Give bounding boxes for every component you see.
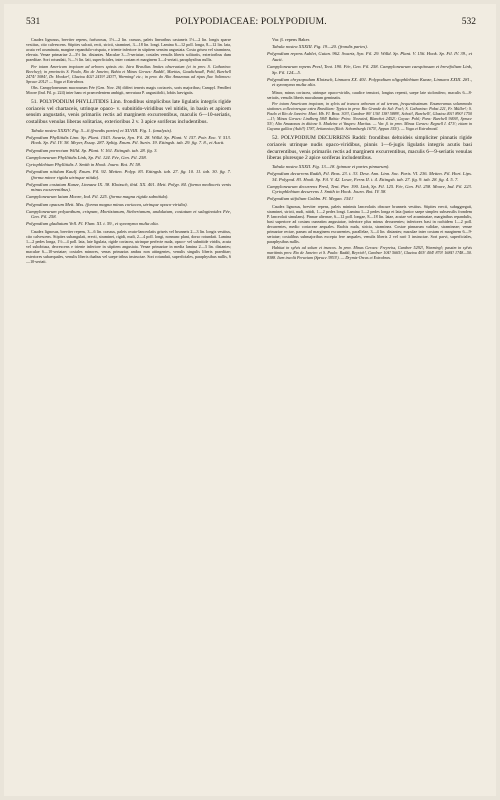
page-number-right: 532	[461, 17, 476, 27]
page-number-left: 531	[26, 17, 41, 27]
synonym-entry: Campyloneurum polyanthum, crispum, Moritzianum, Sieberianum, undulatum, costatum et salaginoides Fée, Gen. Fil. 258.	[26, 208, 231, 220]
synonym-entry: Polypodium chrysopodum Klotzsch, Linnaea XX. 401. Polypodium oligophlebium Kunze, Linnaea XXIII. 281., et synonyma multa alia.	[267, 76, 472, 88]
synonym-entry: Polypodium porrectum Willd. Sp. Plant. V. 161. Ettingsh. tab. 28. fig. 3.	[26, 147, 158, 153]
description-paragraph: Caudex lignosus, breviter repens, paleis minimis lanceolatis obscure brunneis vestitus. Stipites erecti, subaggregati, straminei, stricti, nudi, nitidi, 1—2 pedes longi. Lamina 1—2 pedes longa et lata (junior saepe simplex subsessilis frondem P. lanceolati simulans). Pinnae alternae, 6—12 poll. longae, 8—18 lin. latae, acutae vel acuminatae, marginibus repandulis, basi superiore ad costam cuneatim angustatae, inferiore plus minus decurrentes; inferiores basi in rachidem 1—2 poll. decurrentes, medio coriaceae aequales. Rachis nuda, stricta, straminea. Costae pinnarum validae, stramineae; venae primariae rectae, parum ad marginem excurrentes, parallelae, 3—4 lin. distantes; maculae inter costam et marginem 6—9-seriatae; costalibus submajoribus excepta fere aequales, venulis liberis 2 vel rarò 3 instructae. Sori parvi, superficiales, paraphysibus nullis.	[267, 203, 472, 244]
right-column	[267, 37, 472, 262]
plate-reference: Tabula nostra XXXIV. Fig. 5—6 (frondis partes) et XLVIII. Fig. 1. (analysis).	[31, 127, 173, 133]
page-header	[26, 17, 476, 31]
synonym-entry: Polypodium nitidum Kaulf. Enum. Fil. 92. Metten. Polyp. 83. Ettingsh. tab. 27. fig. 10. 11. tab. 30. fig. 7. (forma minor rigida utrinque nitida).	[26, 168, 231, 180]
synonym-entry: Campyloneurum repens Presl, Tent. 190. Fée, Gen. Fil. 258. Campyloneurum caespitosum et brevifolium Link, Sp. Fil. 124—5.	[267, 63, 472, 75]
synonym-entry: Polypodium repens Aublet, Guian. 962. Swartz, Syn. Fil. 29. Willd. Sp. Plant. V. 156. Hook. Sp. Fil. IV. 39., et Auctt.	[267, 51, 472, 62]
synonym-entry: Polypodium gladiatum Vell. Fl. Flum. XI. t. 59., et synonyma multa alia.	[26, 221, 159, 227]
species-heading: 51. POLYPODIUM PHYLLITIDIS Linn. frondibus simplicibus late ligulatis integris rigide coriaceis vel chartaceis, utrinque opaco- v. subnitido-viridibus vel nitidis, in basin et apicem sensim angustatis, venis primariis rectis ad marginem excurrentibus, maculis 6—10-seriatis, costalibus venulas liberas solitarias, exterioribus 2 v. 3 apice soriferas includentibus.	[26, 99, 231, 126]
plate-reference: Tabula nostra XXXII. Fig. 13—18. (pinnae et partes pinnarum).	[272, 163, 390, 169]
description-paragraph: Minor, minus coriacea, utrinque opaco-viridis, caudice tenuiori, longius repenti, saepe late stolonifero, maculis 6—8-seriatis, venulis liberis macularum geminatis.	[267, 89, 472, 100]
synonym-entry: Polypodium Phyllitidis Linn. Sp. Plant. 1543. Swartz, Syn. Fil. 28. Willd. Sp. Plant. V. 157. Poir. Enc. V. 513. Hook. Sp. Fil. IV. 38. Meyer, Essay. 287. Splitg. Enum. Fil. Surin. 19. Ettingsh. tab. 29. fig. 7. 8., et Auctt.	[26, 134, 231, 146]
plate-reference: Tabula nostra XXXIII. Fig. 19—20. (frondis partes).	[272, 44, 368, 50]
habitat-note: Habitat in sylvis ad solum et truncos. In prov. Minas Geraes: Freyreiss, Gardner 5292!, Warming!; passim in sylvis maritimis prov. Rio de Janeiro et S. Paulo: Raddi, Beyrich!, Gardner 104! 5665!, Glaziou 403! 404! 870! 1684! 1748—50. 8388. Item incolit Peruviam (Spruce 3953!). — Drymis-Orcas et Extrabras.	[267, 245, 472, 261]
description-paragraph: Caudex lignosus, breviter repens, furfurosus, 1½—2 lin. crassus, paleis linearibus castaneis 1½—2 lin. longis sparse vestitus, cito calvescens. Stipites sulcati, recti, stricti, straminei, 3—18 lin. longi. Lamina 6—12 poll. longa, 8—12 lin. lata, acuta vel acuminata, margine repandulo-crispata, e triente inferiore in stipitem sensim angustata. Costa grisea vel straminea, elevata. Venae primariae 2—3½ lin. distantes. Maculae 3—5-seriatae, costales venulis liberis solitariis, exterioribus dum praeditae. Sori rotundati, ⅓—½ lin. lati, superficiales, inter costam et marginem 3—4-seriati, paraphysibus nullis.	[26, 37, 231, 63]
habitat-note: Per totam Americam tropicam, in sylvis ad truncos arborum et ad terram, frequentissimum. Enumeramus solummodo stationes collectoresque extra Brasiliam: Typica in prov. Rio Grande do Sul: Fox!; S. Catharina: Pabst 221, Fr. Müller!; S. Paulo et Rio de Janeiro: Mart. Hb. Fl. Bras. 303!, Gardner 80! 136! 138! 5889!, Schott!, Burchell!, Glaziou 401! 890! 1750—1!; Minas Geraes: Lindberg 584! Bahia: Princ. Neuwied, Blanchet 2452!; Goyaz: Pohl; Para: Burchell 9400!, Spruce 53!; Alto Amazonas in ditione S. Madeira et Vaupes: Martius. — Var. β. in prov. Minas Geraes: Regnell I. 471!; etiam in Guyana gallica (Aubl!) 1787, britannica (Rich. Schomburgk 1675!, Appun 155!). — Vaga et Extrabrasil.	[267, 101, 472, 132]
synonym-entry: Polypodium sitfolium Goldm. Fl. Megan. 154.!	[267, 196, 354, 202]
synonym-entry: Campyloneurum Phyllitidis Link, Sp. Fil. 124. Fée, Gen. Fil. 258.	[26, 154, 147, 160]
synonym-entry: Polypodium decurrens Raddi, Fil. Bras. 23. t. 33. Desv. Ann. Linn. Soc. Paris. VI. 236. Metten. Fil. Hort. Lips. 34. Polypod. 83. Hook. Sp. Fil. V. 42. Lowe, Ferns II. t. 4. Ettingsh. tab. 27. fig. 9. tab. 28. fig. 4. 5. 7.	[267, 170, 472, 182]
description-paragraph: Caudex lignosus, breviter repens, 3—6 lin. crassus, paleis ovato-lanceolatis griseis vel brunneis 2—3 lin. longis vestitus, cito calvescens. Stipites subangulati, erecti, straminei, rigidi, nudi, 2—4 poll. longi, nonnunc plani, dorso rotundati. Lamina 1—2 pedes longa, 1½—4 poll. lata, late ligulata, rigide coriacea, utrinque perfecte nuda, opaco- vel subnitide viridis, acuta vel subobtusa, decrescens e triente inferiore in stipitem angustata. Venae primariae in media lamina 2—3 lin. distantes; maculae 6—10-seriatae; costales minores, venas primarias ambas non attingentes, venulis singulis liberis praeditae; exteriores subaequales, venulis liberis duabus vel saepe tribus instructae. Sori rotundati, superficiales, paraphysibus nullis, 6—10-seriati.	[26, 228, 231, 264]
synonym-entry: Polypodium costatum Kunze, Linnaea IX. 38. Klotzsch, ibid. XX. 401. Mett. Polyp. 84. (forma mediocris venis minus excurrentibus).	[26, 181, 231, 193]
synonym-entry: Campyloneurum latum Moore, Ind. Fil. 225. (forma magna rigida subnitida).	[26, 194, 169, 200]
habitat-note: Per totam Americam tropicam ad arbores spissis etc. Istra Brasilias limites observatum (et in prov. S. Catharina: Beechey); in provinciis S. Paulo, Rio de Janeiro, Bahia et Minas Geraes: Raddi!, Martius, Gaudichaud!, Pohl, Burchell 2474! 3084!, Dr. Hooker!, Glaziou 402! 2419! 2437!, Warming! etc.; in prov. do Alto Amazonas ad ripas fluv. Solimoes: Spruce 2012! — Vaga et Extrabras.	[26, 63, 231, 84]
description-paragraph: Obs. Campyloneurum macrourum Fée (Gen. Nov. 26) differt teneris magis coriaceis, soris majoribus; Campyl. Fendleri Moore (Ind. Fil. p. 224) inter hanc et praecedentem ambigit, nervatura P. angustifolii, lobiis laevigatis.	[26, 85, 231, 96]
synonym-entry: Cyrtophlebium Phyllitidis J. Smith in Hook. Journ. Bot. IV. 58.	[26, 161, 142, 167]
left-column	[26, 37, 231, 265]
synonym-entry: Polypodium opacum Mett. Mss. (forma magna minus coriacea, utrinque opaco-viridia).	[26, 201, 188, 207]
paragraph: Var. β. repens Baker.	[272, 37, 311, 42]
running-title: POLYPODIACEAE: POLYPODIUM.	[175, 17, 327, 27]
page	[4, 4, 496, 796]
species-heading: 52. POLYPODIUM DECURRENS Raddi: frondibus deltoideis simpliciter pinnatis rigide coriaceis utrinque nudis opaco-viridibus, pinnis 1—6-jugis ligulatis integris acutis basi decurrentibus, venis primariis rectis ad marginem excurrentibus, maculis 6—9-seriatis venulas liberas pluresque 2 apice soriferas includentibus.	[267, 135, 472, 162]
synonym-entry: Campyloneurum decurrens Presl, Tent. Pter. 190. Link, Sp. Fil. 125. Fée, Gen. Fil. 258. Moore, Ind. Fil. 223. Cyrtophlebium decurrens J. Smith in Hook. Journ. Bot. IV. 58.	[267, 183, 472, 195]
